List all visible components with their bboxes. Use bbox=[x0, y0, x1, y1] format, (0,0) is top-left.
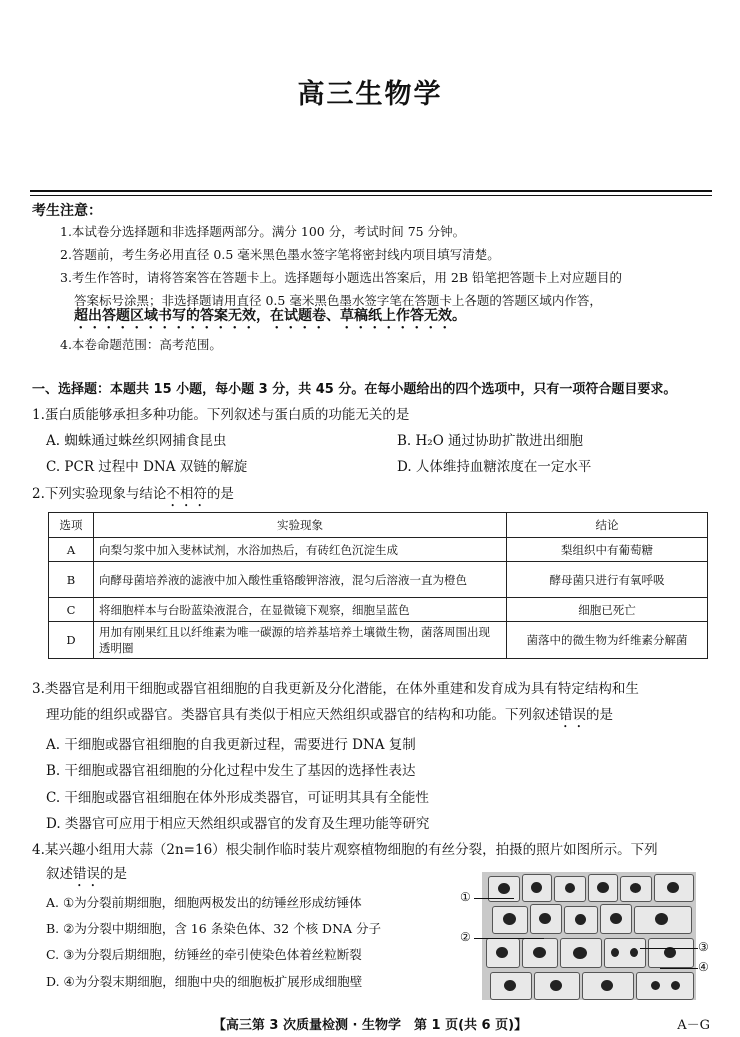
q4-stem-emphasis: 错误 bbox=[73, 866, 100, 882]
page-footer: 【高三第 3 次质量检测 · 生物学 第 1 页(共 6 页)】 bbox=[212, 1018, 528, 1033]
header-rule-thin bbox=[30, 195, 712, 196]
q1-option-c: C. PCR 过程中 DNA 双链的解旋 bbox=[46, 459, 248, 475]
table-row bbox=[49, 598, 708, 622]
notice-item-1: 1.本试卷分选择题和非选择题两部分。满分 100 分，考试时间 75 分钟。 bbox=[60, 224, 466, 239]
table-cell-option: A bbox=[49, 538, 94, 562]
table-header-option: 选项 bbox=[49, 513, 94, 538]
nucleus bbox=[550, 980, 562, 991]
cell bbox=[534, 972, 580, 1000]
q1-stem: 1.蛋白质能够承担多种功能。下列叙述与蛋白质的功能无关的是 bbox=[32, 407, 410, 423]
cell bbox=[582, 972, 634, 1000]
cell bbox=[634, 906, 692, 934]
nucleus bbox=[503, 913, 516, 925]
cell bbox=[648, 938, 694, 968]
cell bbox=[522, 874, 552, 902]
table-cell-phenomenon: 向酵母菌培养液的滤液中加入酸性重铬酸钾溶液，混匀后溶液一直为橙色 bbox=[94, 562, 507, 598]
header-rule-thick bbox=[30, 190, 712, 192]
q2-stem-pre: 2.下列实验现象与结论 bbox=[32, 486, 167, 502]
nucleus bbox=[504, 980, 516, 991]
q2-table bbox=[48, 512, 708, 659]
nucleus bbox=[597, 882, 609, 893]
cell bbox=[636, 972, 694, 1000]
cell bbox=[560, 938, 602, 968]
q1-option-b: B. H₂O 通过协助扩散进出细胞 bbox=[397, 433, 584, 449]
table-cell-phenomenon: 将细胞样本与台盼蓝染液混合，在显微镜下观察，细胞呈蓝色 bbox=[94, 598, 507, 622]
q4-option-c: C. ③为分裂后期细胞，纺锤丝的牵引使染色体着丝粒断裂 bbox=[46, 947, 362, 962]
nucleus bbox=[630, 883, 641, 893]
figure-leader-2 bbox=[474, 938, 544, 939]
figure-leader-4 bbox=[660, 968, 698, 969]
cell bbox=[486, 938, 520, 968]
q2-stem bbox=[32, 482, 234, 510]
notice-item-4: 4.本卷命题范围：高考范围。 bbox=[60, 337, 222, 352]
q4-option-b: B. ②为分裂中期细胞，含 16 条染色体、32 个核 DNA 分子 bbox=[46, 921, 382, 936]
page-title: 高三生物学 bbox=[297, 79, 443, 110]
table-row bbox=[49, 622, 708, 659]
table-cell-phenomenon: 向梨匀浆中加入斐林试剂，水浴加热后，有砖红色沉淀生成 bbox=[94, 538, 507, 562]
q3-option-c: C. 干细胞或器官祖细胞在体外形成类器官，可证明其具有全能性 bbox=[46, 790, 429, 806]
cell bbox=[588, 874, 618, 902]
notice-item-3-cont: 答案标号涂黑；非选择题请用直径 0.5 毫米黑色墨水签字笔在答题卡上各题的答题区域内作答， bbox=[74, 293, 602, 308]
nucleus bbox=[630, 948, 638, 957]
q3-stem-pre: 理功能的组织或器官。类器官具有类似于相应天然组织或器官的结构和功能。下列叙述 bbox=[46, 707, 559, 723]
cell bbox=[530, 904, 562, 934]
nucleus bbox=[651, 981, 660, 990]
nucleus bbox=[565, 883, 575, 893]
q1-option-d: D. 人体维持血糖浓度在一定水平 bbox=[397, 459, 592, 475]
cell bbox=[490, 972, 532, 1000]
q4-option-a: A. ①为分裂前期细胞，细胞两极发出的纺锤丝形成纺锤体 bbox=[46, 895, 362, 910]
nucleus bbox=[531, 882, 542, 893]
nucleus bbox=[533, 947, 546, 958]
q3-option-b: B. 干细胞或器官祖细胞的分化过程中发生了基因的选择性表达 bbox=[46, 763, 416, 779]
cell bbox=[604, 938, 646, 968]
nucleus bbox=[667, 882, 679, 893]
nucleus bbox=[573, 947, 587, 959]
table-cell-option: D bbox=[49, 622, 94, 659]
q1-option-a: A. 蜘蛛通过蛛丝织网捕食昆虫 bbox=[46, 433, 227, 449]
figure-leader-1 bbox=[474, 898, 514, 899]
nucleus bbox=[611, 948, 619, 957]
q4-stem-line-1: 4.某兴趣小组用大蒜（2n=16）根尖制作临时装片观察植物细胞的有丝分裂，拍摄的照片如图所示。下列 bbox=[32, 842, 658, 858]
q3-stem-line-2 bbox=[46, 703, 613, 731]
mitosis-micrograph bbox=[482, 872, 696, 1000]
table-cell-option: B bbox=[49, 562, 94, 598]
table-header-phenomenon: 实验现象 bbox=[94, 513, 507, 538]
nucleus bbox=[671, 981, 680, 990]
q2-stem-emphasis: 不相符 bbox=[166, 486, 207, 502]
figure-label-4: ④ bbox=[698, 960, 709, 974]
table-cell-option: C bbox=[49, 598, 94, 622]
table-cell-phenomenon: 用加有刚果红且以纤维素为唯一碳源的培养基培养土壤微生物，菌落周围出现透明圈 bbox=[94, 622, 507, 659]
table-cell-conclusion: 梨组织中有葡萄糖 bbox=[507, 538, 708, 562]
section-heading: 一、选择题：本题共 15 小题，每小题 3 分，共 45 分。在每小题给出的四个选项中，只有一项符合题目要求。 bbox=[32, 382, 677, 397]
nucleus bbox=[655, 913, 668, 925]
table-cell-conclusion: 细胞已死亡 bbox=[507, 598, 708, 622]
nucleus bbox=[496, 947, 508, 958]
table-header-conclusion: 结论 bbox=[507, 513, 708, 538]
q3-stem-post: 的是 bbox=[586, 707, 613, 723]
nucleus bbox=[575, 914, 586, 925]
q2-stem-post: 的是 bbox=[206, 486, 234, 502]
q4-stem-line-2 bbox=[46, 862, 127, 890]
figure-label-2: ② bbox=[460, 930, 471, 944]
cell bbox=[492, 906, 528, 934]
q3-stem-line-1: 3.类器官是利用干细胞或器官祖细胞的自我更新及分化潜能，在体外重建和发育成为具有特定结构和生 bbox=[32, 681, 639, 697]
cell bbox=[654, 874, 694, 902]
notice-heading: 考生注意： bbox=[32, 203, 102, 219]
figure-label-1: ① bbox=[460, 890, 471, 904]
q3-option-a: A. 干细胞或器官祖细胞的自我更新过程，需要进行 DNA 复制 bbox=[46, 737, 416, 753]
q4-stem-pre: 叙述 bbox=[46, 866, 73, 882]
table-cell-conclusion: 菌落中的微生物为纤维素分解菌 bbox=[507, 622, 708, 659]
nucleus bbox=[601, 980, 613, 991]
cell bbox=[620, 876, 652, 902]
paper-code: A－G bbox=[677, 1018, 710, 1033]
q4-stem-post: 的是 bbox=[100, 866, 127, 882]
q3-option-d: D. 类器官可应用于相应天然组织或器官的发育及生理功能等研究 bbox=[46, 816, 430, 832]
figure-leader-3 bbox=[640, 948, 698, 949]
cell bbox=[554, 876, 586, 902]
nucleus bbox=[539, 913, 551, 924]
cell bbox=[564, 906, 598, 934]
cell bbox=[600, 904, 632, 934]
nucleus bbox=[610, 913, 622, 924]
table-header-row bbox=[49, 513, 708, 538]
q4-option-d: D. ④为分裂末期细胞，细胞中央的细胞板扩展形成细胞壁 bbox=[46, 974, 363, 989]
notice-item-3-emphasis: 超出答题区域书写的答案无效，在试题卷、草稿纸上作答无效。 bbox=[74, 308, 466, 324]
q3-stem-emphasis: 错误 bbox=[559, 707, 586, 723]
notice-item-3: 3.考生作答时，请将答案答在答题卡上。选择题每小题选出答案后，用 2B 铅笔把答题卡上对应题目的 bbox=[60, 270, 623, 285]
cell bbox=[522, 938, 558, 968]
nucleus bbox=[498, 883, 510, 894]
table-row bbox=[49, 562, 708, 598]
table-cell-conclusion: 酵母菌只进行有氧呼吸 bbox=[507, 562, 708, 598]
notice-item-2: 2.答题前，考生务必用直径 0.5 毫米黑色墨水签字笔将密封线内项目填写清楚。 bbox=[60, 247, 500, 262]
figure-label-3: ③ bbox=[698, 940, 709, 954]
table-row bbox=[49, 538, 708, 562]
